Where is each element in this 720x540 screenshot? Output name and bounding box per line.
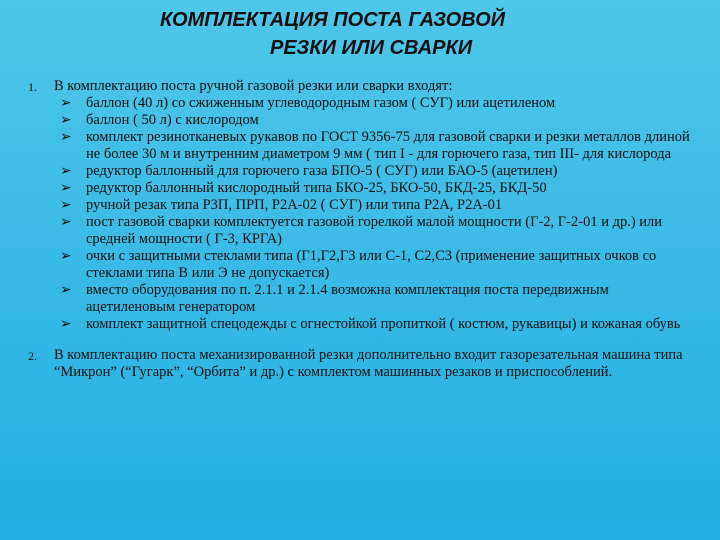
bullet-item (54, 95, 700, 112)
bullet-item (54, 282, 700, 316)
slide-title (0, 6, 720, 62)
arrow-bullet-icon: ➢ (60, 197, 72, 213)
arrow-bullet-icon: ➢ (60, 316, 72, 332)
item-text: В комплектацию поста ручной газовой резки или сварки входят: (54, 78, 453, 94)
arrow-bullet-icon: ➢ (60, 163, 72, 179)
slide-content (28, 78, 700, 381)
bullet-text: ручной резак типа Р3П, ПРП, Р2А-02 ( СУГ) или типа Р2А, Р2А-01 (86, 197, 503, 213)
item-number: 1. (28, 80, 37, 94)
bullet-text: очки с защитными стеклами типа (Г1,Г2,Г3 или С-1, С2,С3 (применение защитных очков со стеклами типа В или Э не допускается) (86, 248, 657, 281)
title-line-2: РЕЗКИ ИЛИ СВАРКИ (270, 37, 473, 59)
bullet-item (54, 197, 700, 214)
bullet-item (54, 316, 700, 333)
bullet-item (54, 180, 700, 197)
arrow-bullet-icon: ➢ (60, 248, 72, 264)
bullet-text: баллон (40 л) со сжиженным углеводородным газом ( СУГ) или ацетиленом (86, 95, 556, 111)
bullet-item (54, 129, 700, 163)
bullet-text: пост газовой сварки комплектуется газовой горелкой малой мощности (Г-2, Г-2-01 и др.) или средней мощности ( Г-3, КРГА) (86, 214, 663, 247)
bullet-text: редуктор баллонный для горючего газа БПО-5 ( СУГ) или БАО-5 (ацетилен) (86, 163, 558, 179)
item-text: В комплектацию поста механизированной резки дополнительно входит газорезательная машина типа “Микрон” (“Гугарк”, “Орбита” и др.) с комплектом машинных резаков и приспособлений. (54, 347, 683, 380)
bullet-item (54, 112, 700, 129)
arrow-bullet-icon: ➢ (60, 180, 72, 196)
title-line-1: КОМПЛЕКТАЦИЯ ПОСТА ГАЗОВОЙ (160, 9, 506, 31)
arrow-bullet-icon: ➢ (60, 282, 72, 298)
item-number: 2. (28, 349, 37, 363)
bullet-text: баллон ( 50 л) с кислородом (86, 112, 259, 128)
bullet-text: комплект резинотканевых рукавов по ГОСТ 9356-75 для газовой сварки и резки металлов длиной не более 30 м и внутренним диаметром 9 мм ( тип I - для горючего газа, тип III- для кислорода (86, 129, 690, 162)
arrow-bullet-icon: ➢ (60, 112, 72, 128)
arrow-bullet-icon: ➢ (60, 214, 72, 230)
arrow-bullet-icon: ➢ (60, 95, 72, 111)
numbered-item-2 (28, 347, 700, 381)
bullet-list (54, 95, 700, 333)
bullet-item (54, 248, 700, 282)
bullet-text: редуктор баллонный кислородный типа БКО-25, БКО-50, БКД-25, БКД-50 (86, 180, 547, 196)
bullet-item (54, 214, 700, 248)
numbered-item-1 (28, 78, 700, 333)
bullet-text: вместо оборудования по п. 2.1.1 и 2.1.4 возможна комплектация поста передвижным ацетиленовым генератором (86, 282, 609, 315)
bullet-text: комплект защитной спецодежды с огнестойкой пропиткой ( костюм, рукавицы) и кожаная обувь (86, 316, 681, 332)
bullet-item (54, 163, 700, 180)
arrow-bullet-icon: ➢ (60, 129, 72, 145)
